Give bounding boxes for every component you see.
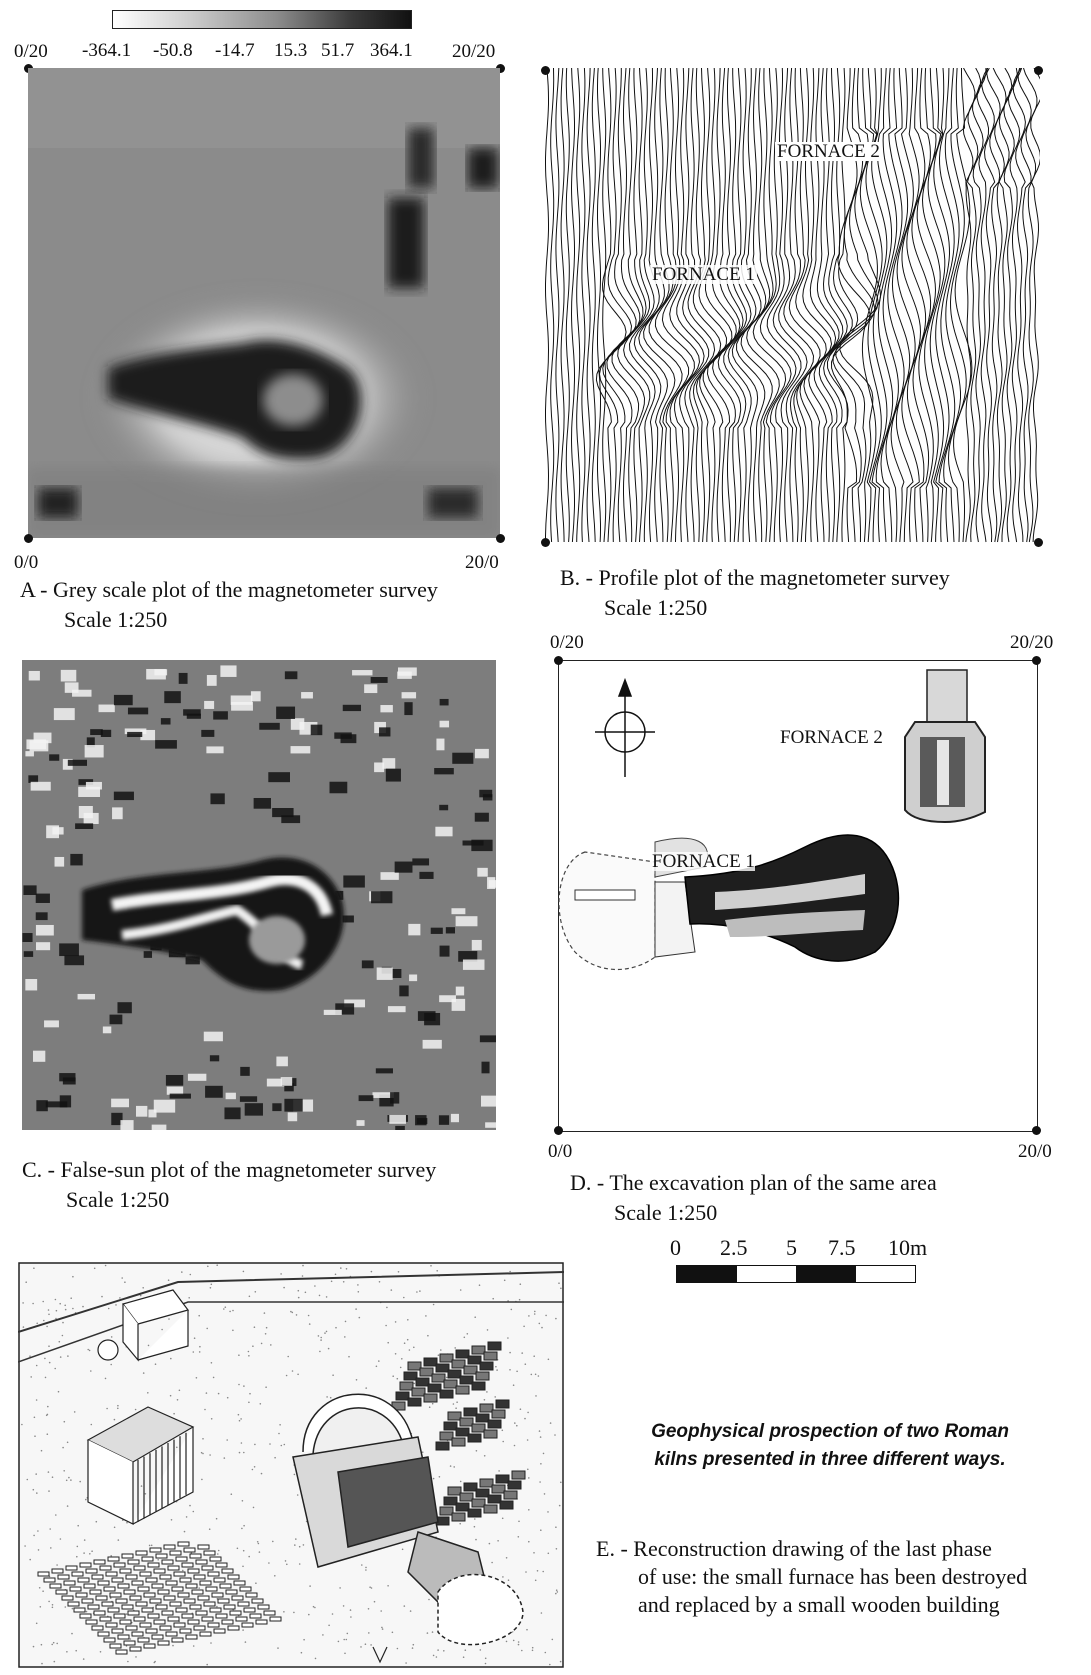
panel-d-label-kiln-2: FORNACE 2 bbox=[780, 727, 883, 748]
panel-d-corner-tr: 20/20 bbox=[1010, 632, 1054, 653]
panel-b-label-kiln-1: FORNACE 1 bbox=[652, 264, 755, 285]
panel-a-corner-bl: 0/0 bbox=[14, 552, 39, 573]
panel-b-label-kiln-2: FORNACE 2 bbox=[777, 141, 880, 162]
caption-line: Scale 1:250 bbox=[64, 607, 168, 632]
caption-line: B. - Profile plot of the magnetometer survey bbox=[560, 565, 950, 590]
scale-bar-tick: 0 bbox=[670, 1235, 681, 1260]
caption-line: and replaced by a small wooden building bbox=[638, 1592, 1000, 1617]
scale-bar-tick: 2.5 bbox=[720, 1235, 748, 1260]
legend-tick: -14.7 bbox=[215, 40, 255, 61]
scale-bar-tick: 5 bbox=[786, 1235, 797, 1260]
caption-line: Scale 1:250 bbox=[66, 1187, 170, 1212]
scale-bar bbox=[676, 1265, 916, 1283]
caption-line: C. - False-sun plot of the magnetometer survey bbox=[22, 1157, 437, 1182]
panel-b-caption bbox=[560, 563, 950, 623]
title-note-line: Geophysical prospection of two Roman bbox=[651, 1421, 1009, 1442]
corner-marker bbox=[1034, 66, 1043, 75]
caption-line: of use: the small furnace has been destroyed bbox=[638, 1564, 1028, 1589]
panel-e-caption bbox=[596, 1535, 1027, 1619]
grey-scale-plot bbox=[28, 68, 500, 538]
panel-d-corner-br: 20/0 bbox=[1018, 1141, 1052, 1162]
panel-d-corner-tl: 0/20 bbox=[550, 632, 584, 653]
kiln-2-plan bbox=[905, 670, 985, 822]
corner-marker bbox=[496, 534, 505, 543]
legend-tick: -364.1 bbox=[82, 40, 132, 61]
panel-a-corner-tr: 20/20 bbox=[452, 41, 496, 62]
caption-line: Scale 1:250 bbox=[614, 1200, 718, 1225]
panel-c-caption bbox=[22, 1155, 436, 1215]
caption-line: E. - Reconstruction drawing of the last phase bbox=[596, 1536, 992, 1561]
grey-scale-legend-bar bbox=[112, 10, 412, 29]
figure-title-note bbox=[580, 1418, 1080, 1474]
corner-marker bbox=[541, 66, 550, 75]
scale-bar-tick: 10m bbox=[888, 1235, 928, 1260]
corner-marker bbox=[541, 538, 550, 547]
reconstruction-drawing bbox=[18, 1262, 564, 1668]
caption-line: Scale 1:250 bbox=[604, 595, 708, 620]
scale-bar-tick: 7.5 bbox=[828, 1235, 856, 1260]
panel-a-corner-br: 20/0 bbox=[465, 552, 499, 573]
panel-d-caption bbox=[570, 1168, 937, 1228]
caption-line: A - Grey scale plot of the magnetometer survey bbox=[20, 577, 438, 602]
corner-marker bbox=[1034, 538, 1043, 547]
north-arrow-icon bbox=[595, 680, 655, 777]
false-sun-plot bbox=[22, 660, 496, 1130]
legend-tick: -50.8 bbox=[153, 40, 193, 61]
panel-a-caption bbox=[20, 575, 438, 635]
panel-d-corner-bl: 0/0 bbox=[548, 1141, 573, 1162]
panel-d-label-kiln-1: FORNACE 1 bbox=[652, 851, 755, 872]
caption-line: D. - The excavation plan of the same area bbox=[570, 1170, 937, 1195]
legend-tick: 51.7 bbox=[321, 40, 355, 61]
panel-a-corner-tl: 0/20 bbox=[14, 41, 48, 62]
legend-tick: 364.1 bbox=[370, 40, 413, 61]
corner-marker bbox=[24, 534, 33, 543]
legend-tick: 15.3 bbox=[274, 40, 308, 61]
title-note-line: kilns presented in three different ways. bbox=[654, 1449, 1006, 1470]
profile-plot bbox=[545, 68, 1040, 546]
